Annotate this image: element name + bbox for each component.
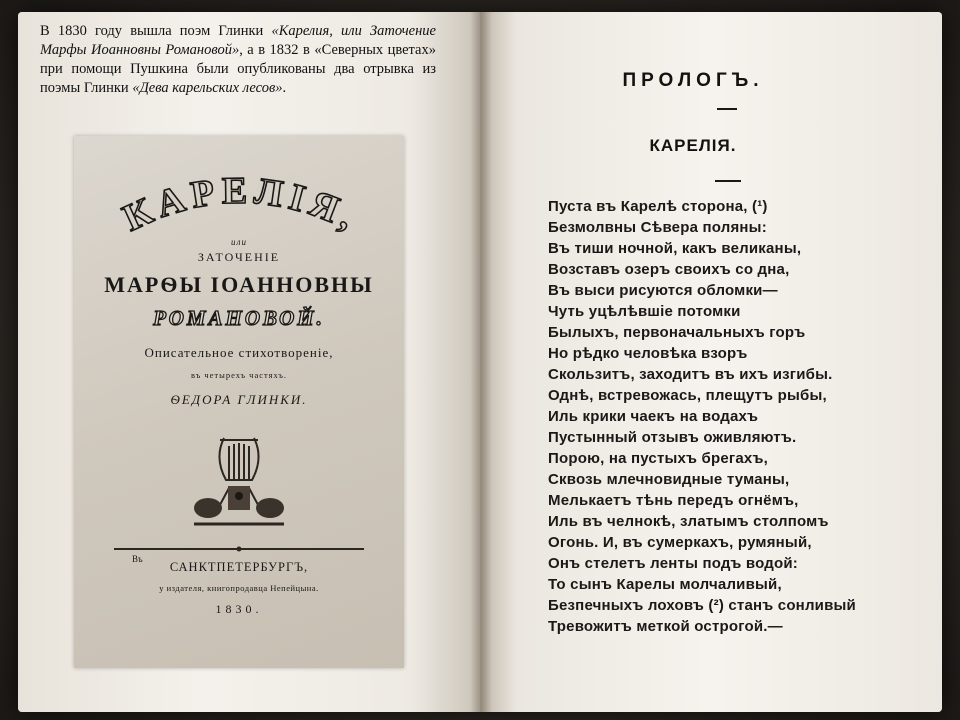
poem-line: Безпечныхъ лоховъ (²) станъ сонливый (548, 597, 856, 614)
book-title: КАРЕЛІЯ, (116, 169, 367, 241)
title-romanova: РОМАНОВОЙ. (153, 306, 325, 330)
poem-line: Онъ стелетъ ленты подъ водой: (548, 555, 798, 572)
poem-line: Но рѣдко человѣка взоръ (548, 345, 748, 362)
title-ili: или (231, 237, 247, 247)
prologue-heading: ПРОЛОГЪ. (622, 70, 764, 91)
book-gutter (470, 12, 492, 712)
caption-text (40, 22, 436, 98)
poem-line: Порою, на пустыхъ брегахъ, (548, 450, 768, 467)
poem-line: Былыхъ, первоначальныхъ горъ (548, 324, 806, 341)
title-author: ѲЕДОРА ГЛИНКИ. (170, 392, 308, 407)
poem-line: Скользитъ, заходитъ въ ихъ изгибы. (548, 366, 833, 383)
poem-line: Огонь. И, въ сумеркахъ, румяный, (548, 534, 812, 551)
title-page-image (74, 136, 404, 668)
ornamental-rule (114, 546, 364, 552)
title-martha: МАРѲЫ ІОАННОВНЫ (104, 272, 374, 297)
poem-line: То сынъ Карелы молчаливый, (548, 576, 782, 593)
subheading-dash (715, 180, 741, 182)
caption-part-2: , а в 1832 в «Северных цветах» при помощи Пушкина были опубликованы два отрывка из поэмы Глинки (40, 42, 436, 96)
caption-title-karelia: «Карелия, или Заточение Марфы Иоанновны Романовой» (40, 23, 436, 58)
title-parts: въ четырехъ частяхъ. (191, 370, 287, 380)
caption-part-1: В 1830 году вышла поэм Глинки (40, 23, 272, 39)
poem-line: Въ выси рисуются обломки— (548, 282, 778, 299)
title-city: САНКТПЕТЕРБУРГЪ, (169, 560, 309, 574)
karelia-subheading: КАРЕЛІЯ. (649, 136, 737, 155)
poem-line: Чуть уцѣлѣвшіе потомки (548, 303, 741, 320)
lyre-emblem-icon (184, 428, 294, 532)
poem-line: Тревожитъ меткой острогой.— (548, 618, 783, 635)
poem-line: Сквозь млечновидные туманы, (548, 471, 790, 488)
title-year: 1830. (215, 602, 263, 616)
poem-line: Безмолвны Сѣвера поляны: (548, 219, 767, 236)
poem-line: Иль въ челнокѣ, златымъ столпомъ (548, 513, 829, 530)
heading-dash (717, 108, 737, 110)
poem-line: Пуста въ Карелѣ сторона, (¹) (548, 198, 768, 215)
title-genre: Описательное стихотвореніе, (144, 345, 334, 360)
poem-line: Иль крики чаекъ на водахъ (548, 408, 759, 425)
poem-line: Пустынный отзывъ оживляютъ. (548, 429, 797, 446)
poem-line: Возставъ озеръ своихъ со дна, (548, 261, 790, 278)
caption-title-deva: «Дева карельских лесов» (132, 80, 283, 96)
poem-line: Въ тиши ночной, какъ великаны, (548, 240, 802, 257)
title-publisher: у издателя, книгопродавца Непейцына. (159, 583, 319, 593)
title-vi: Въ (132, 554, 143, 564)
poem-line: Мелькаетъ тѣнь передъ огнёмъ, (548, 492, 799, 509)
poem-text (548, 196, 868, 637)
title-zatochenie: ЗАТОЧЕНІЕ (197, 250, 281, 264)
caption-part-3: . (282, 80, 287, 96)
poem-line: Однѣ, встревожась, плещутъ рыбы, (548, 387, 827, 404)
